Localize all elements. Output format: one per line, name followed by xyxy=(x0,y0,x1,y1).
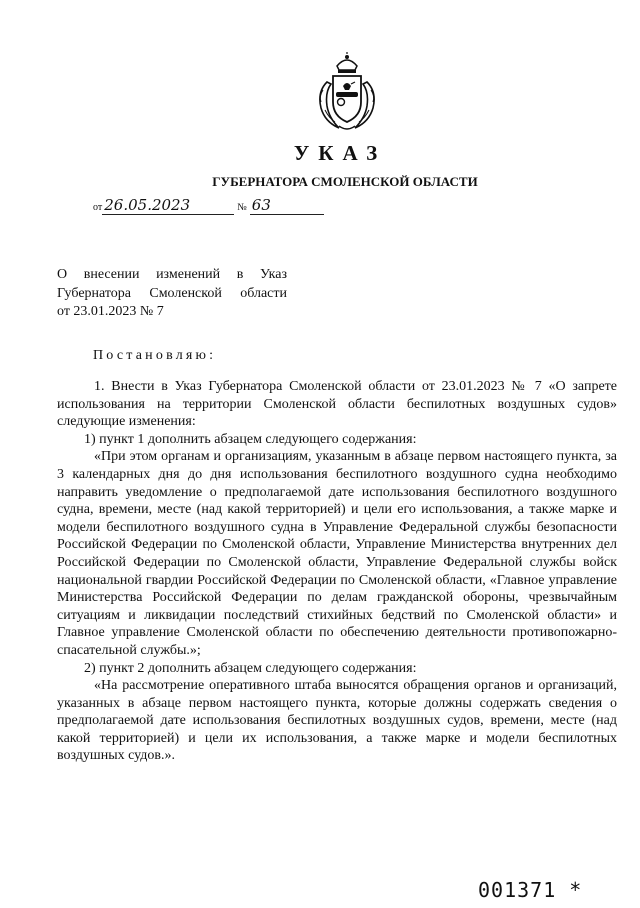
number-prefix-label: № xyxy=(237,202,247,213)
subject-line: от 23.01.2023 № 7 xyxy=(57,304,164,319)
document-subtitle: ГУБЕРНАТОРА СМОЛЕНСКОЙ ОБЛАСТИ xyxy=(212,174,478,189)
decree-word: Постановляю: xyxy=(93,348,217,363)
document-body xyxy=(57,378,617,765)
dateline xyxy=(93,196,324,215)
date-prefix-label: от xyxy=(93,202,103,213)
document-title: УКАЗ xyxy=(293,141,387,165)
body-paragraph: 1. Внести в Указ Губернатора Смоленской области от 23.01.2023 № 7 «О запрете использования на территории Смоленской области беспилотных воздушных судов» следующие изменения: xyxy=(57,379,617,430)
handwritten-date: 26.05.2023 xyxy=(102,196,234,215)
smolensk-coat-of-arms-icon xyxy=(313,52,381,134)
registration-number: 001371 * xyxy=(478,878,583,902)
body-paragraph: «При этом органам и организациям, указанным в абзаце первом настоящего пункта, за 3 календарных дня до дня использования беспилотного воздушного судна необходимо направить уведомление о предполагаемой дате использования беспилотного воздушного судна, времени, месте (над какой территорией) и цели его использования, а также марке и модели беспилотного воздушного судна в Управление Федеральной службы безопасности Российской Федерации по Смоленской области, Управление Министерства внутренних дел Российской Федерации по Смоленской области, Управление Федеральной службы войск национальной гвардии Российской Федерации по Смоленской области, «Главное управление Министерства Российской Федерации по делам гражданской обороны, чрезвычайным ситуациям и ликвидации последствий стихийных бедствий по Смоленской области» и Главное управление Смоленской области по обеспечению деятельности противопожарно-спасательной службы.»; xyxy=(57,449,617,658)
handwritten-number: 63 xyxy=(250,196,324,215)
subject-line: О внесении изменений в Указ xyxy=(57,267,287,282)
document-subject xyxy=(57,266,287,322)
body-paragraph: 2) пункт 2 дополнить абзацем следующего содержания: xyxy=(84,660,417,676)
subject-line: Губернатора Смоленской области xyxy=(57,285,287,301)
body-paragraph: 1) пункт 1 дополнить абзацем следующего содержания: xyxy=(84,431,417,447)
body-paragraph: «На рассмотрение оперативного штаба выносятся обращения органов и организаций, указанных в абзаце первом настоящего пункта, которые должны содержать сведения о предполагаемой дате использования беспилотных воздушных судов, времени, месте (над какой территорией) и цели их использования, а также марке и модели беспилотных воздушных судов.». xyxy=(57,678,617,764)
